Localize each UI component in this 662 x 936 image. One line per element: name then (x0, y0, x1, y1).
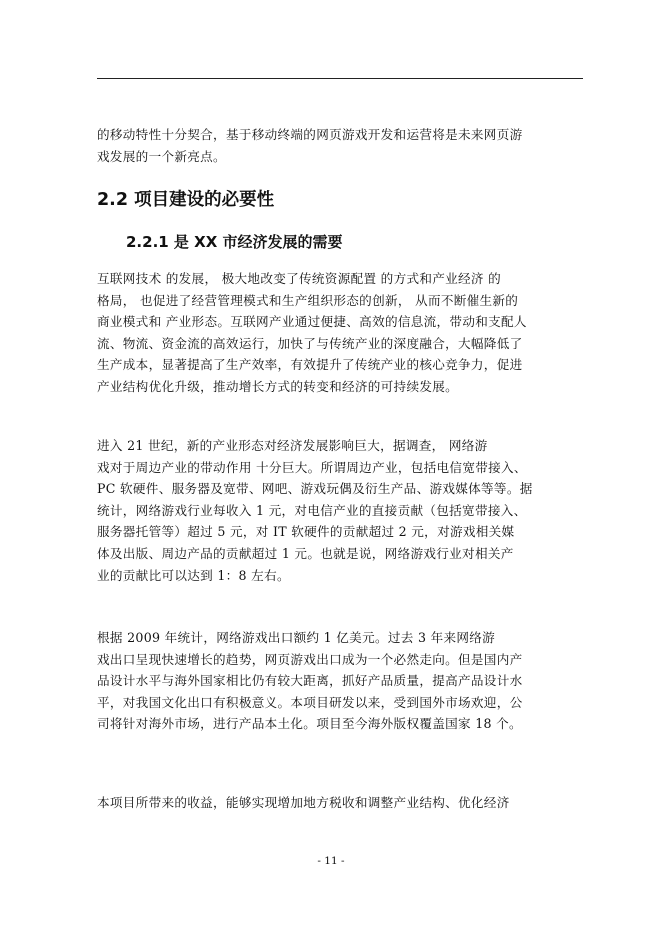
text-line: 本项目所带来的收益，能够实现增加地方税收和调整产业结构、优化经济 (97, 795, 510, 810)
paragraph-internet-development (97, 268, 583, 398)
text-line: 互联网技术 的发展， 极大地改变了传统资源配置 的方式和产业经济 的 (97, 271, 502, 286)
text-line: 根据 2009 年统计，网络游戏出口额约 1 亿美元。过去 3 年来网络游 (97, 630, 496, 645)
paragraph-industry-impact (97, 435, 583, 586)
text-line: 生产成本，显著提高了生产效率，有效提升了传统产业的核心竞争力，促进 (97, 357, 523, 373)
text-line: 戏发展的一个新亮点。 (97, 148, 226, 164)
text-line: 的移动特性十分契合，基于移动终端的网页游戏开发和运营将是未来网页游 (97, 127, 523, 142)
text-line: 格局， 也促进了经营管理模式和生产组织形态的创新， 从而不断催生新的 (97, 292, 519, 308)
text-line: PC 软硬件、服务器及宽带、网吧、游戏玩偶及衍生产品、游戏媒体等等。据 (97, 481, 533, 497)
header-rule (97, 78, 583, 79)
text-line: 商业模式和 产业形态。互联网产业通过便捷、高效的信息流，带动和支配人 (97, 314, 527, 330)
text-line: 业的贡献比可以达到 1：8 左右。 (97, 567, 290, 583)
paragraph-project-benefits (97, 792, 583, 814)
section-heading: 2.2 项目建设的必要性 (97, 190, 275, 210)
paragraph-continuation (97, 124, 583, 167)
text-line: 流、物流、资金流的高效运行，加快了与传统产业的深度融合，大幅降低了 (97, 335, 523, 351)
text-line: 司将针对海外市场，进行产品本土化。项目至今海外版权覆盖国家 18 个。 (97, 716, 522, 732)
subsection-heading: 2.2.1 是 XX 市经济发展的需要 (126, 233, 343, 251)
text-line: 服务器托管等）超过 5 元，对 IT 软硬件的贡献超过 2 元，对游戏相关媒 (97, 524, 515, 540)
text-line: 品设计水平与海外国家相比仍有较大距离，抓好产品质量，提高产品设计水 (97, 673, 523, 689)
page-number: - 11 - (317, 855, 345, 867)
paragraph-export-statistics (97, 627, 583, 735)
text-line: 平，对我国文化出口有积极意义。本项目研发以来，受到国外市场欢迎，公 (97, 694, 523, 710)
text-line: 戏对于周边产业的带动作用 十分巨大。所谓周边产业，包括电信宽带接入、 (97, 459, 527, 475)
text-line: 体及出版、周边产品的贡献超过 1 元。也就是说，网络游戏行业对相关产 (97, 545, 514, 561)
text-line: 戏出口呈现快速增长的趋势，网页游戏出口成为一个必然走向。但是国内产 (97, 651, 523, 667)
text-line: 统计，网络游戏行业每收入 1 元，对电信产业的直接贡献（包括宽带接入、 (97, 502, 527, 518)
text-line: 进入 21 世纪，新的产业形态对经济发展影响巨大，据调查， 网络游 (97, 438, 488, 453)
text-line: 产业结构优化升级，推动增长方式的转变和经济的可持续发展。 (97, 378, 459, 394)
